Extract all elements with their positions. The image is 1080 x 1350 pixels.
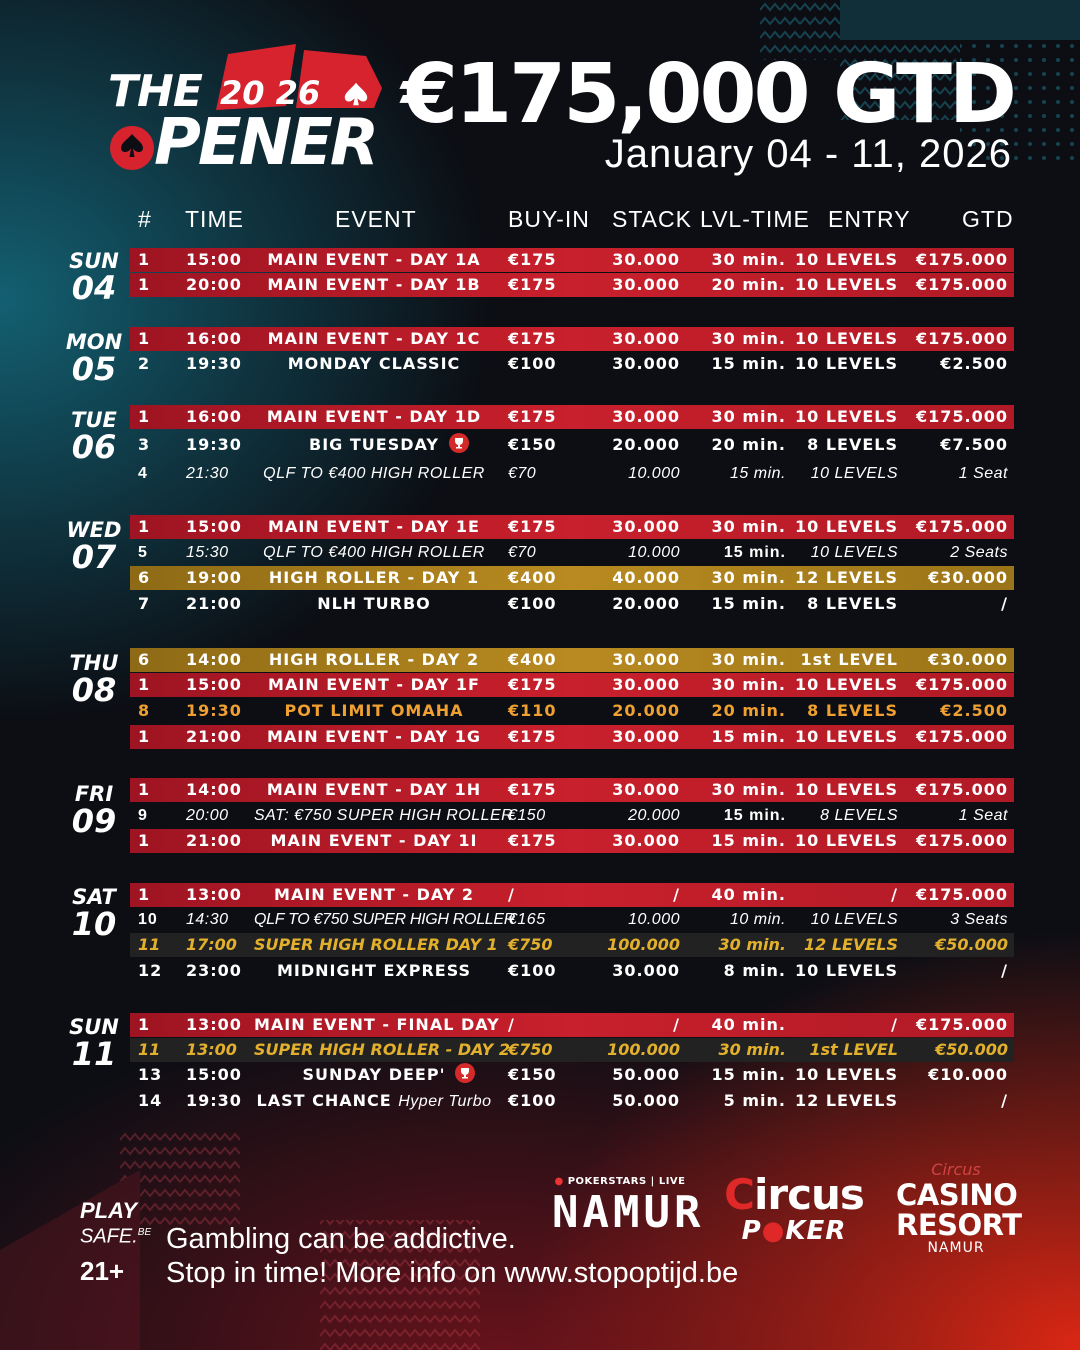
day-label: THU 08 — [69, 651, 119, 709]
day-label: WED 07 — [66, 518, 122, 576]
stop-in-time-notice: Stop in time! More info on www.stopoptijd.be — [166, 1257, 739, 1289]
schedule-row: 1 15:00 MAIN EVENT - DAY 1A €175 30.000 30 min. 10 LEVELS €175.000 — [130, 248, 1014, 272]
schedule-row: 14 19:30 LAST CHANCE Hyper Turbo €100 50.000 5 min. 12 LEVELS / — [130, 1089, 1014, 1113]
casino-resort-namur-logo: Circus CASINO RESORT NAMUR — [896, 1160, 1022, 1256]
col-entry: ENTRY — [828, 206, 911, 232]
schedule-row: 7 21:00 NLH TURBO €100 20.000 15 min. 8 LEVELS / — [138, 594, 1008, 613]
schedule-row: 3 19:30 BIG TUESDAY €150 20.000 20 min. 8 LEVELS €7.500 — [130, 433, 1014, 457]
schedule-row: 1 21:00 MAIN EVENT - DAY 1I €175 30.000 15 min. 10 LEVELS €175.000 — [130, 829, 1014, 853]
col-num: # — [138, 206, 152, 232]
col-event: EVENT — [335, 206, 417, 232]
schedule-row: 8 19:30 POT LIMIT OMAHA €110 20.000 20 min. 8 LEVELS €2.500 — [138, 701, 1008, 720]
schedule-row: 5 15:30 QLF TO €400 HIGH ROLLER €70 10.000 15 min. 10 LEVELS 2 Seats — [138, 544, 1008, 561]
schedule-row: 1 14:00 MAIN EVENT - DAY 1H €175 30.000 30 min. 10 LEVELS €175.000 — [130, 778, 1014, 802]
event-last-chance: LAST CHANCE Hyper Turbo — [256, 1091, 492, 1110]
col-stack: STACK — [612, 206, 692, 232]
schedule-row: 6 19:00 HIGH ROLLER - DAY 1 €400 40.000 30 min. 12 LEVELS €30.000 — [130, 566, 1014, 590]
schedule-row: 9 20:00 SAT: €750 SUPER HIGH ROLLER €150 20.000 15 min. 8 LEVELS 1 Seat — [138, 807, 1008, 824]
schedule-row: 1 16:00 MAIN EVENT - DAY 1D €175 30.000 30 min. 10 LEVELS €175.000 — [130, 405, 1014, 429]
guarantee-title: €175,000 GTD — [401, 47, 1014, 142]
trophy-icon — [449, 433, 469, 453]
schedule-row: 2 19:30 MONDAY CLASSIC €100 30.000 15 min. 10 LEVELS €2.500 — [138, 354, 1008, 373]
schedule-row: 1 20:00 MAIN EVENT - DAY 1B €175 30.000 20 min. 10 LEVELS €175.000 — [130, 273, 1014, 297]
age-limit: 21+ — [80, 1255, 125, 1286]
spade-circle-icon — [108, 124, 156, 172]
schedule-row: 11 13:00 SUPER HIGH ROLLER - DAY 2 €750 100.000 30 min. 1st LEVEL €50.000 — [130, 1038, 1014, 1062]
event-with-trophy: SUNDAY DEEP' — [254, 1063, 494, 1087]
schedule-row: 1 16:00 MAIN EVENT - DAY 1C €175 30.000 30 min. 10 LEVELS €175.000 — [130, 327, 1014, 351]
col-gtd: GTD — [962, 206, 1014, 232]
day-label: SAT 10 — [71, 885, 117, 943]
schedule-row: 1 15:00 MAIN EVENT - DAY 1E €175 30.000 30 min. 10 LEVELS €175.000 — [130, 515, 1014, 539]
the-opener-logo — [106, 40, 396, 180]
schedule-row: 1 21:00 MAIN EVENT - DAY 1G €175 30.000 15 min. 10 LEVELS €175.000 — [130, 725, 1014, 749]
pokerstars-live-namur-logo: ● POKERSTARS | LIVE NAMUR — [552, 1176, 705, 1238]
circus-poker-logo: Circus P●KER — [724, 1170, 864, 1246]
schedule-row: 1 13:00 MAIN EVENT - FINAL DAY / / 40 min. / €175.000 — [130, 1013, 1014, 1037]
day-label: MON 05 — [65, 330, 123, 388]
col-buyin: BUY-IN — [508, 206, 590, 232]
schedule-row: 13 15:00 SUNDAY DEEP' €150 50.000 15 min. 10 LEVELS €10.000 — [130, 1063, 1014, 1087]
day-label: SUN 11 — [69, 1015, 119, 1073]
date-range: January 04 - 11, 2026 — [604, 132, 1012, 176]
schedule-row: 6 14:00 HIGH ROLLER - DAY 2 €400 30.000 30 min. 1st LEVEL €30.000 — [130, 648, 1014, 672]
logo-the: THE — [108, 66, 202, 117]
schedule-row: 11 17:00 SUPER HIGH ROLLER DAY 1 €750 100.000 30 min. 12 LEVELS €50.000 — [130, 933, 1014, 957]
col-lvl-time: LVL-TIME — [700, 206, 810, 232]
day-label: FRI 09 — [71, 782, 117, 840]
gambling-warning: Gambling can be addictive. — [166, 1223, 516, 1255]
col-time: TIME — [185, 206, 244, 232]
day-label: TUE 06 — [71, 408, 117, 466]
logo-year: 20 26 — [220, 74, 321, 112]
trophy-icon — [455, 1063, 475, 1083]
schedule-row: 1 15:00 MAIN EVENT - DAY 1F €175 30.000 30 min. 10 LEVELS €175.000 — [130, 673, 1014, 697]
schedule-row: 12 23:00 MIDNIGHT EXPRESS €100 30.000 8 min. 10 LEVELS / — [138, 961, 1008, 980]
playsafe-logo: PLAY SAFE.$^{BE}$ 21+ — [80, 1198, 152, 1286]
event-with-trophy: BIG TUESDAY — [254, 433, 494, 457]
schedule-row: 1 13:00 MAIN EVENT - DAY 2 / / 40 min. / €175.000 — [130, 883, 1014, 907]
schedule-row: 10 14:30 QLF TO €750 SUPER HIGH ROLLER €165 10.000 10 min. 10 LEVELS 3 Seats — [138, 911, 1008, 928]
schedule-row: 4 21:30 QLF TO €400 HIGH ROLLER €70 10.000 15 min. 10 LEVELS 1 Seat — [138, 465, 1008, 482]
day-label: SUN 04 — [69, 249, 119, 307]
spade-icon — [342, 80, 370, 108]
logo-opener: PENER — [154, 106, 377, 180]
